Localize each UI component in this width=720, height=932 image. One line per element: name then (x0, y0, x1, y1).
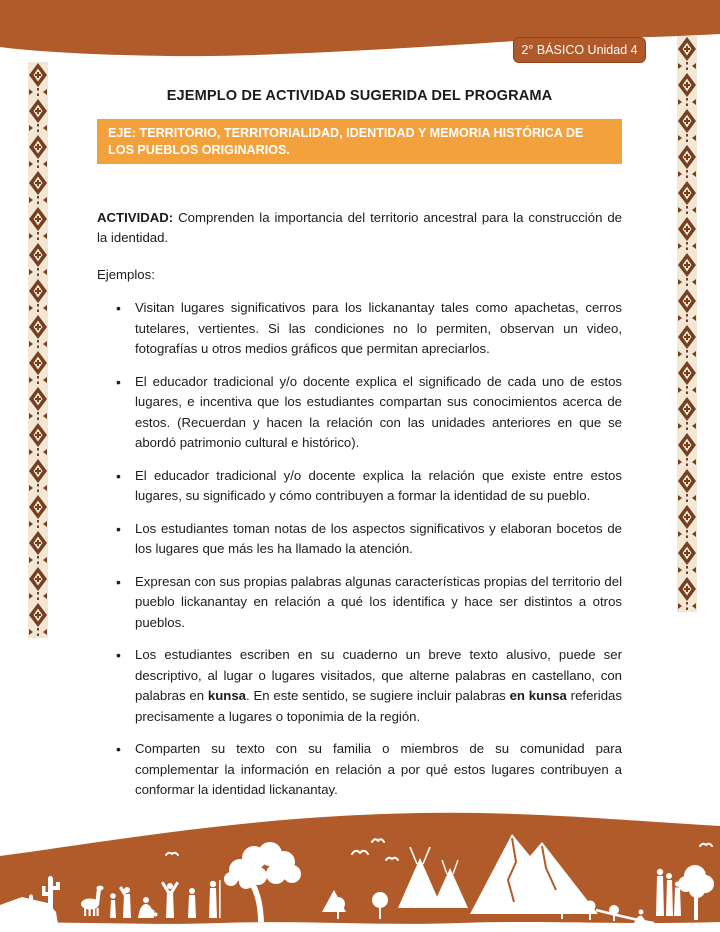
textile-border-left-icon (28, 62, 48, 638)
example-text: Comparten su texto con su familia o miembros de su comunidad para complementar la información en relación a por qué estos lugares contribuyen a conformar la identidad lickanantay. (135, 741, 622, 798)
examples-list (97, 298, 622, 801)
example-text-kunsa: en kunsa (509, 688, 567, 704)
content-column (97, 88, 622, 813)
example-text: Expresan con sus propias palabras algunas características propias del territorio del pueblo lickanantay en relación a qué los identifica y hace ser distintos a otros pueblos. (135, 573, 622, 630)
activity-description: Comprenden la importancia del territorio ancestral para la construcción de la identidad. (97, 210, 622, 245)
example-text: El educador tradicional y/o docente explica el significado de cada uno de estos lugares, e incentiva que los estudiantes compartan sus conocimientos acerca de estos. (Recuerdan y hacen la relación con las unidades anteriores en que se abordó patrimonio cultural e histórico). (135, 373, 622, 451)
example-text-kunsa: kunsa (207, 688, 246, 704)
footer-illustration (0, 792, 720, 932)
activity-label: ACTIVIDAD: (97, 210, 174, 225)
example-text: referidas precisamente a lugares o toponimia de la región. (135, 688, 622, 724)
example-text: . En este sentido, se sugiere incluir palabras (246, 688, 510, 704)
example-text: Los estudiantes escriben en su cuaderno un breve texto alusivo, puede ser descriptivo, al lugar o lugares visitados, que alterne palabras en castellano, con palabras en (135, 647, 622, 704)
textile-border-right-icon (677, 36, 697, 612)
example-item (97, 572, 622, 634)
example-text: Visitan lugares significativos para los lickanantay tales como apachetas, cerros tutelares, vertientes. Si las condiciones no lo permiten, observan un video, fotografías u otros medios gráficos que permitan apreciarlos. (135, 300, 622, 357)
eje-banner-text: EJE: TERRITORIO, TERRITORIALIDAD, IDENTIDAD Y MEMORIA HISTÓRICA DE LOS PUEBLOS ORIGINARIOS. (108, 126, 584, 157)
example-item (97, 372, 622, 454)
example-item (97, 298, 622, 360)
ground-strip (0, 922, 720, 932)
example-item (97, 645, 622, 727)
examples-heading: Ejemplos: (97, 267, 155, 282)
activity-statement (97, 208, 622, 248)
page-title: EJEMPLO DE ACTIVIDAD SUGERIDA DEL PROGRAMA (166, 88, 553, 104)
example-text: El educador tradicional y/o docente explica la relación que existe entre estos lugares, su significado y cómo contribuyen a formar la identidad de su pueblo. (135, 467, 622, 504)
unit-badge (513, 37, 646, 63)
eje-banner (97, 119, 622, 164)
example-item (97, 466, 622, 507)
example-text: Los estudiantes toman notas de los aspectos significativos y elaboran bocetos de los lugares que más les ha llamado la atención. (135, 520, 622, 557)
unit-badge-label: 2° BÁSICO Unidad 4 (521, 43, 638, 57)
example-item (97, 519, 622, 560)
